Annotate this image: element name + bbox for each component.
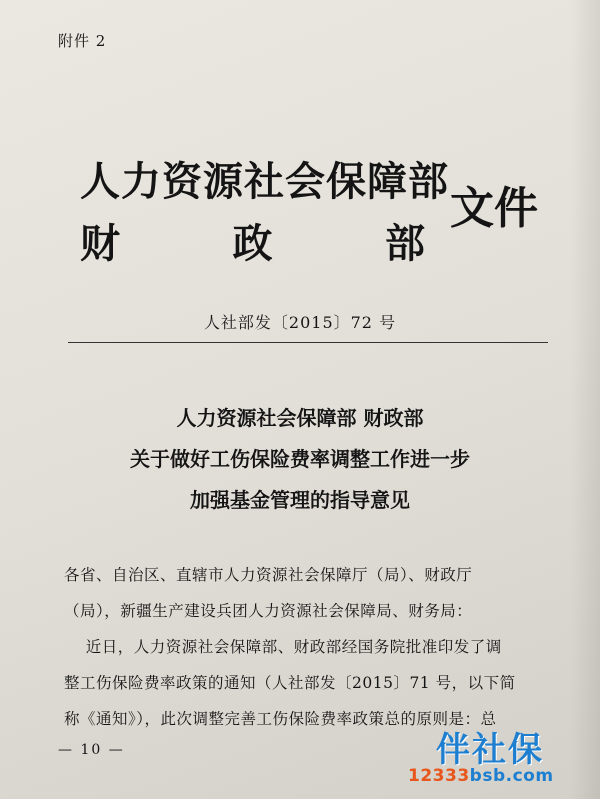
watermark-url-domain: bsb.com <box>469 766 554 786</box>
document-header <box>80 150 550 280</box>
document-type: 文件 <box>450 183 538 234</box>
body-line: 近日，人力资源社会保障部、财政部经国务院批准印发了调 <box>64 638 502 656</box>
watermark-logo <box>400 722 590 792</box>
document-title-line: 关于做好工伤保险费率调整工作进一步 <box>130 447 470 471</box>
watermark-main: 伴社保 <box>436 730 544 770</box>
body-line: 称《通知》），此次调整完善工伤保险费率政策总的原则是：总 <box>64 710 497 728</box>
issuer-line-1: 人力资源社会保障部 <box>80 159 449 205</box>
watermark-url <box>408 766 554 786</box>
document-title-line: 加强基金管理的指导意见 <box>190 488 410 512</box>
body-line: 整工伤保险费率政策的通知（人社部发〔2015〕71 号，以下简 <box>64 674 516 692</box>
attachment-label: 附件 2 <box>58 32 107 50</box>
document-title-line: 人力资源社会保障部 财政部 <box>176 406 424 430</box>
page-shadow <box>570 0 600 799</box>
watermark-url-number: 12333 <box>408 766 470 786</box>
body-line: 各省、自治区、直辖市人力资源社会保障厅（局）、财政厅 <box>64 566 473 584</box>
issuer-char: 部 <box>385 221 425 267</box>
header-divider <box>68 342 548 343</box>
issuer-char: 政 <box>232 221 273 267</box>
issuer-char: 财 <box>80 221 120 267</box>
issuer-line-2 <box>80 212 425 269</box>
body-line: （局），新疆生产建设兵团人力资源社会保障局、财务局： <box>64 602 473 620</box>
document-number: 人社部发〔2015〕72 号 <box>203 313 397 332</box>
page-number: — 10 — <box>58 742 125 758</box>
